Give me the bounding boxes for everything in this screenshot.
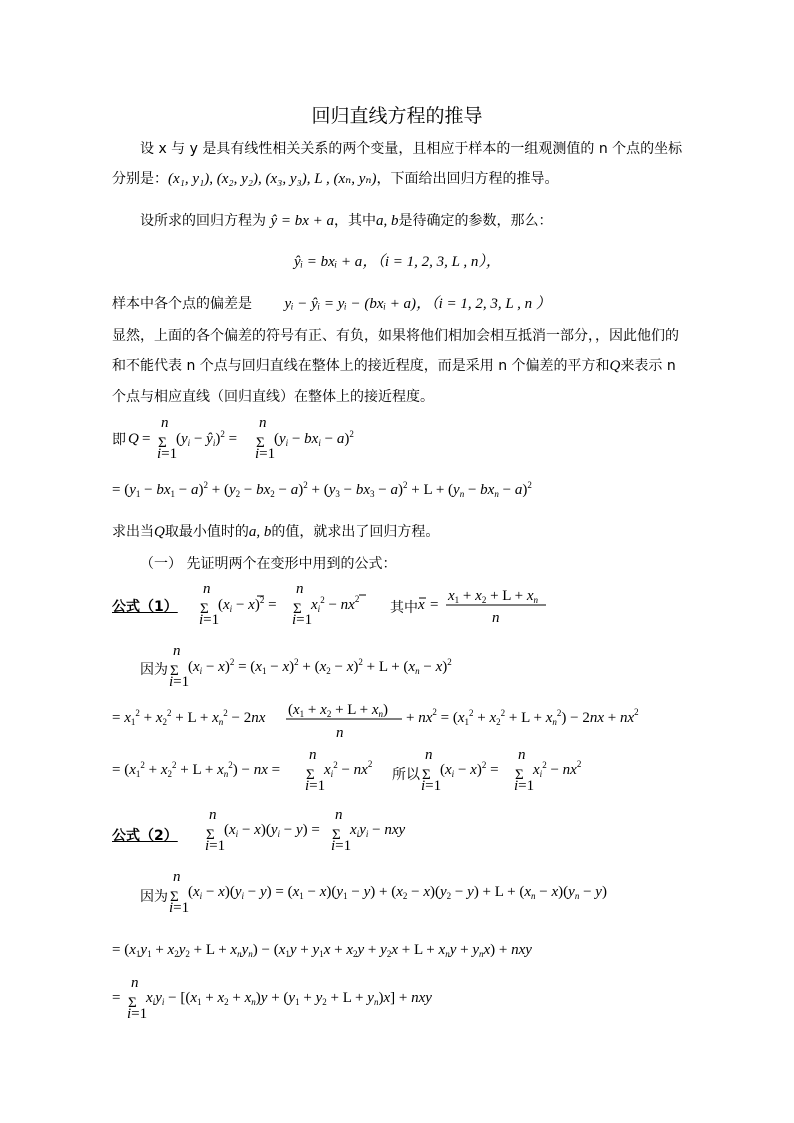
svg-text:= (x1y1 + x2y2 + L + xnyn) −: = $(x_1y_1 + x_2y_2 + L + x_ny_n) - (x_1y + y_1x + x_2y + y_2x + L + x_ny + y_nx)$ + nxy bbox=[112, 942, 532, 959]
svg-text:i=1: i=1 bbox=[292, 612, 313, 628]
intro-line-3 bbox=[140, 210, 553, 232]
formula-1-so: 所以 bbox=[392, 767, 420, 783]
paragraph-line-1: 显然，上面的各个偏差的符号有正、有负，如果将他们相加会相互抵消一部分，，因此他们的 bbox=[112, 328, 679, 344]
deviation-label: 样本中各个点的偏差是 bbox=[112, 296, 252, 312]
svg-text:=: = bbox=[430, 597, 439, 613]
formula-2-step-1 bbox=[169, 869, 650, 918]
svg-text:i=1: i=1 bbox=[331, 838, 352, 854]
svg-text:= x12 + x22 + L + xn2 − 2nx: = $x_1^2 + x_2^2 + L + x_n^2 - 2nx$ bbox=[112, 708, 266, 727]
q-sum-equation bbox=[126, 415, 386, 462]
paragraph-line-2-end: 来表示 n bbox=[620, 358, 676, 374]
svg-text:xiyi − nxy: $x_iy_i$ − nxy bbox=[350, 822, 406, 839]
svg-text:(yi − ŷi)2 =: ($y_i$ − $ŷ_i)^2$ = bbox=[176, 429, 238, 448]
svg-text:Σ: Σ bbox=[158, 435, 167, 451]
svg-text:n: n bbox=[296, 581, 304, 597]
svg-text:xi2 − nx2: $x_i^2 - nx^2$ bbox=[311, 594, 360, 614]
formula-1-step-3 bbox=[112, 747, 412, 796]
find-q: Q bbox=[154, 524, 165, 540]
svg-text:n: n bbox=[173, 643, 181, 659]
svg-text:i=1: i=1 bbox=[305, 778, 326, 794]
svg-text:n: n bbox=[209, 807, 217, 823]
sample-points: (x₁, y₁), (x₂, y₂), (x₃, y₃), L , (xₙ, yₙ) bbox=[168, 171, 377, 187]
intro-line-3-suffix: 是待确定的参数，那么： bbox=[398, 213, 553, 229]
intro-line-2 bbox=[112, 168, 559, 190]
svg-text:n: n bbox=[425, 747, 433, 763]
intro-line-3-mid: ，其中 bbox=[334, 213, 377, 229]
formula-2-step-3 bbox=[112, 975, 472, 1024]
formula-2-label: 公式（2） bbox=[112, 828, 178, 844]
page-title: 回归直线方程的推导 bbox=[311, 105, 483, 127]
svg-text:+ nx2 = (x12 + x22 + L + xn2): + $nx^2 = (x_1^2 + x_2^2 + L + x_n^2) - 2nx + nx^2$ bbox=[406, 707, 639, 727]
intro-line-2-suffix: ，下面给出回归方程的推导。 bbox=[376, 171, 559, 187]
svg-text:(xi − x)(yi − y) = (x1 − x)(y1: $(x_i - x)(y_i - y) = (x_1 - x)(y_1 - y) + (x_2 - x)(y_2 - y) + L + (x_n - x)(y_n - y)$ bbox=[188, 884, 607, 901]
svg-text:n: n bbox=[131, 975, 139, 991]
section-1-heading: （一） 先证明两个在变形中用到的公式： bbox=[140, 556, 397, 572]
svg-text:i=1: i=1 bbox=[514, 778, 535, 794]
formula-2-because: 因为 bbox=[140, 889, 168, 905]
svg-text:(xi − x)2 =: $(x_i - x)^2$ = bbox=[218, 595, 277, 614]
paragraph-line-2-text: 和不能代表 n 个点与回归直线在整体上的接近程度，而是采用 n 个偏差的平方和 bbox=[112, 358, 610, 374]
formula-1-result bbox=[421, 747, 602, 796]
svg-text:n: n bbox=[336, 725, 344, 741]
regression-equation: ŷ = bx + a bbox=[270, 213, 335, 229]
svg-text:n: n bbox=[259, 415, 267, 431]
find-mid: 取最小值时的 bbox=[164, 524, 249, 540]
mean-x-definition bbox=[418, 584, 558, 628]
paragraph-line-2 bbox=[112, 355, 676, 377]
deviation-range: ，（i = 1, 2, 3, L , n ） bbox=[416, 296, 551, 312]
svg-text:i=1: i=1 bbox=[169, 674, 190, 690]
svg-text:n: n bbox=[309, 747, 317, 763]
formula-1-equation bbox=[199, 581, 390, 628]
paragraph-line-3: 个点与相应直线（回归直线）在整体上的接近程度。 bbox=[112, 389, 434, 405]
svg-text:i=1: i=1 bbox=[205, 838, 226, 854]
svg-text:n: n bbox=[492, 610, 500, 626]
svg-text:Σ: Σ bbox=[422, 767, 431, 783]
svg-text:Σ: Σ bbox=[170, 663, 179, 679]
deviation-line bbox=[112, 293, 551, 315]
svg-text:Σ: Σ bbox=[206, 827, 215, 843]
svg-text:i=1: i=1 bbox=[421, 778, 442, 794]
paragraph-q: Q bbox=[609, 358, 621, 374]
svg-text:Σ: Σ bbox=[128, 995, 137, 1011]
formula-1-because: 因为 bbox=[140, 662, 168, 678]
intro-line-3-prefix: 设所求的回归方程为 bbox=[140, 213, 266, 229]
svg-text:Σ: Σ bbox=[515, 767, 524, 783]
find-prefix: 求出当 bbox=[112, 524, 154, 540]
formula-2-step-2 bbox=[112, 934, 592, 964]
svg-text:(xi − x)(yi − y) =: $(x_i - x)(y_i - y)$ = bbox=[224, 822, 320, 839]
svg-text:=: = bbox=[142, 431, 151, 447]
deviation-equation: yᵢ − ŷᵢ = yᵢ − (bxᵢ + a) bbox=[284, 296, 417, 312]
formula-1-where: 其中 bbox=[390, 600, 418, 616]
fitted-equation-line bbox=[294, 251, 501, 273]
fitted-equation-range: ，（i = 1, 2, 3, L , n）， bbox=[362, 254, 501, 270]
svg-text:(yi − bxi − a)2: $(y_i - bx_i - a)^2$ bbox=[274, 429, 354, 448]
svg-text:i=1: i=1 bbox=[127, 1006, 148, 1022]
svg-text:n: n bbox=[161, 415, 169, 431]
svg-text:=: = bbox=[112, 990, 121, 1006]
svg-text:Σ: Σ bbox=[293, 601, 302, 617]
svg-text:Σ: Σ bbox=[306, 767, 315, 783]
svg-text:Σ: Σ bbox=[170, 889, 179, 905]
q-expanded-equation bbox=[112, 474, 582, 504]
q-prefix: 即 bbox=[112, 432, 126, 448]
fitted-equation: ŷᵢ = bxᵢ + a bbox=[294, 254, 363, 270]
svg-text:n: n bbox=[335, 807, 343, 823]
svg-text:Σ: Σ bbox=[200, 601, 209, 617]
svg-text:Q: Q bbox=[128, 431, 139, 447]
svg-text:= (y1 − bx1 − a)2 + (y2 − bx2: = $(y_1 - bx_1 - a)^2 + (y_2 - bx_2 - a)^2 + (y_3 - bx_3 - a)^2 + L + (y_n - bx_n - a)^2$ bbox=[112, 480, 532, 499]
svg-text:i=1: i=1 bbox=[255, 446, 276, 462]
svg-text:i=1: i=1 bbox=[169, 900, 190, 916]
find-line bbox=[112, 521, 439, 543]
svg-text:n: n bbox=[518, 747, 526, 763]
formula-1-step-2 bbox=[112, 702, 672, 746]
param-ab: a, b bbox=[376, 213, 399, 229]
svg-text:xiyi − [(x1 + x2 + xn)y + (y1: $x_iy_i - [(x_1 + x_2 + x_n)y + (y_1 + y_2 + L + y_n)x]$ + nxy bbox=[146, 990, 432, 1007]
svg-text:(x1 + x2 + L + xn): $(x_1 + x_2 + L + x_n)$ bbox=[288, 702, 389, 719]
svg-text:= (x12 + x22 + L + xn2) − nx: = $(x_1^2 + x_2^2 + L + x_n^2)$ − nx = bbox=[112, 760, 281, 779]
svg-text:n: n bbox=[203, 581, 211, 597]
svg-text:xi2 − nx2: $x_i^2 - nx^2$ bbox=[324, 759, 373, 779]
intro-line-2-prefix: 分别是： bbox=[112, 171, 168, 187]
svg-text:i=1: i=1 bbox=[157, 446, 178, 462]
intro-line-1: 设 x 与 y 是具有线性相关关系的两个变量，且相应于样本的一组观测值的 n 个点的坐标 bbox=[140, 141, 683, 157]
formula-1-step-1 bbox=[169, 643, 490, 690]
formula-2-equation bbox=[205, 807, 436, 856]
svg-text:Σ: Σ bbox=[256, 435, 265, 451]
svg-text:Σ: Σ bbox=[332, 827, 341, 843]
svg-text:n: n bbox=[173, 869, 181, 885]
svg-text:x: x bbox=[418, 597, 425, 613]
find-suffix: 的值，就求出了回归方程。 bbox=[271, 524, 440, 540]
svg-text:(xi − x)2 = (x1 − x)2 + (x2 −: $(x_i - x)^2 = (x_1 - x)^2 + (x_2 - x)^2 + L + (x_n - x)^2$ bbox=[188, 657, 452, 676]
find-ab: a, b bbox=[248, 524, 272, 540]
svg-text:x1 + x2 + L + xn: $x_1 + x_2 + L + x_n$ bbox=[448, 588, 539, 605]
svg-text:xi2 − nx2: $x_i^2 - nx^2$ bbox=[533, 759, 582, 779]
svg-text:(xi − x)2 =: $(x_i - x)^2$ = bbox=[440, 760, 499, 779]
svg-text:i=1: i=1 bbox=[199, 612, 220, 628]
formula-1-label: 公式（1） bbox=[112, 599, 178, 615]
